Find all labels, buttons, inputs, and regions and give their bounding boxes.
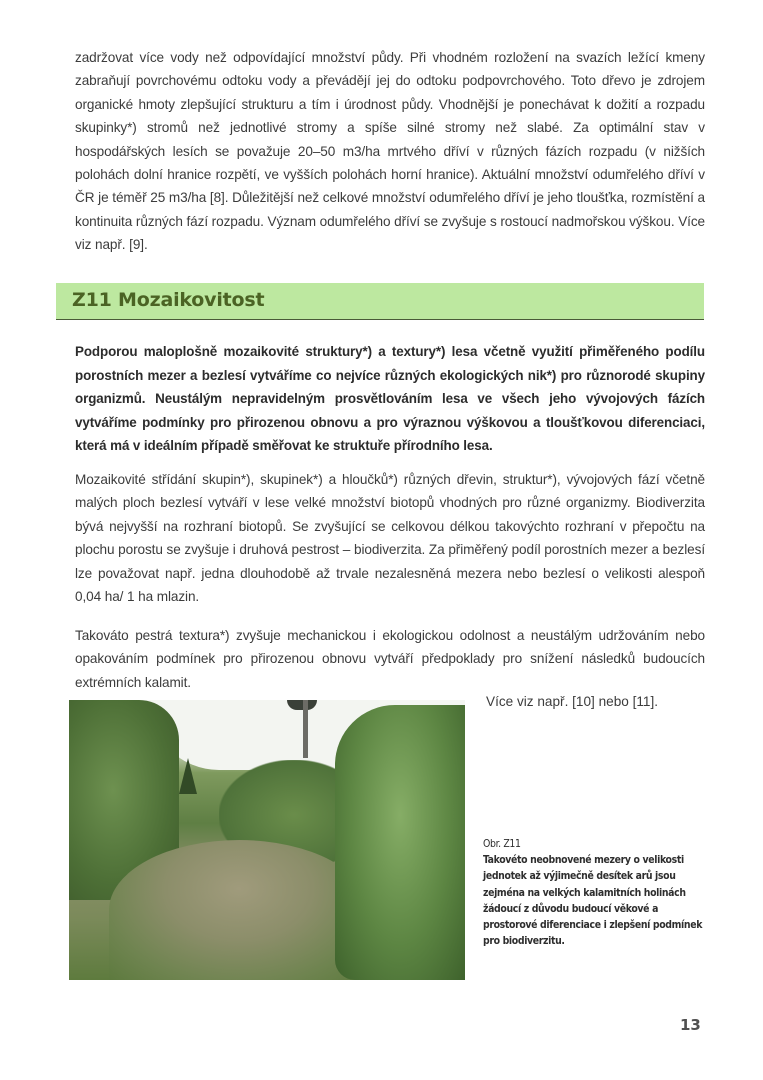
- photo-tall-grass: [109, 840, 369, 980]
- photo-spruce: [179, 758, 197, 794]
- figure-caption-text: Takovéto neobnovené mezery o velikosti jednotek až výjimečně desítek arů jsou zejména na velkých kalamitních holinách žádoucí z důvodu budoucí věkové a prostorové diferenciace i zlepšení podmínek pro biodiverzitu.: [483, 854, 703, 948]
- section-body-paragraph-2: Takováto pestrá textura*) zvyšuje mechanickou i ekologickou odolnost a neustálým udržováním nebo opakováním podmínek pro přirozenou obnovu vytváří předpoklady pro snížení následků budoucích extrémních kalamit.: [75, 628, 705, 690]
- figure-label: Obr. Z11: [483, 838, 521, 850]
- figure-caption: [483, 836, 708, 949]
- section-body-paragraph-1: Mozaikovité střídání skupin*), skupinek*) a hloučků*) různých dřevin, struktur*), vývojových fází včetně malých ploch bezlesí vytváří v lese velké množství biotopů vhodných pro různé organizmy. Biodiverzita bývá nejvyšší na rozhraní biotopů. Se zvyšující se celkovou délkou takovýchto rozhraní v přepočtu na plochu porostu se zvyšuje i druhová pestrost – biodiverzita. Za přiměřený podíl porostních mezer a bezlesí lze považovat např. jedna dlouhodobě až trvale nezalesněná mezera nebo bezlesí o velikosti alespoň 0,04 ha/ 1 ha mlazin.: [75, 472, 705, 605]
- section-lead-paragraph: Podporou maloplošně mozaikovité struktury*) a textury*) lesa včetně využití přiměřeného podílu porostních mezer a bezlesí vytváříme co nejvíce různých ekologických nik*) pro různorodé skupiny organizmů. Neustálým nepravidelným prosvětlováním lesa ve všech jeho vývojových fázích vytváříme podmínky pro přirozenou obnovu a pro výraznou výškovou a tloušťkovou diferenciaci, která má v ideálním případě směřovat ke struktuře přírodního lesa.: [75, 344, 705, 454]
- figure-photo: [69, 700, 465, 980]
- photo-birch-right: [335, 705, 465, 980]
- page-number: 13: [680, 1016, 701, 1034]
- more-reference: Více viz např. [10] nebo [11].: [486, 694, 659, 709]
- intro-paragraph: zadržovat více vody než odpovídající množství půdy. Při vhodném rozložení na svazích ležící kmeny zabraňují povrchovému odtoku vody a převádějí jej do odtoku podpovrchového. Toto dřevo je zdrojem organické hmoty zlepšující strukturu a tím i úrodnost půdy. Vhodnější je ponechávat k dožití a rozpadu skupinky*) stromů než jednotlivé stromy a spíše silné stromy než slabé. Za optimální stav v hospodářských lesích se považuje 20–50 m3/ha mrtvého dříví v různých fázích rozpadu (v nižších polohách dolní hranice rozpětí, ve vyšších polohách horní hranice). Aktuální množství odumřelého dříví v ČR je téměř 25 m3/ha [8]. Důležitější než celkové množství odumřelého dříví je jeho tloušťka, rozmístění a kontinuita různých fází rozpadu. Význam odumřelého dříví se zvyšuje s rostoucí nadmořskou výškou. Více viz např. [9].: [75, 50, 705, 253]
- section-header: [56, 283, 704, 320]
- section-title: Z11 Mozaikovitost: [72, 289, 265, 311]
- photo-dead-tree-snag: [303, 700, 308, 758]
